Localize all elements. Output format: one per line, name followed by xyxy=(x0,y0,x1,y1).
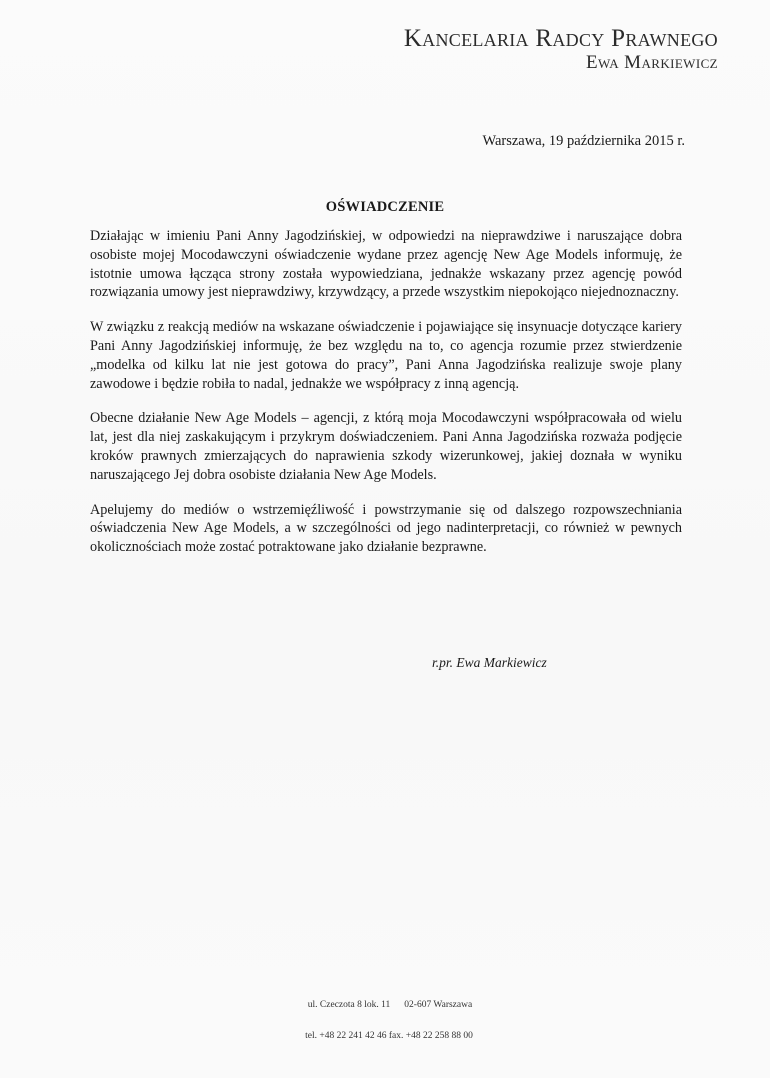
document-title: OŚWIADCZENIE xyxy=(325,199,445,215)
footer-address xyxy=(5,1000,770,1010)
paragraph: Apelujemy do mediów o wstrzemięźliwość i powstrzymanie się od dalszego rozpowszechniania oświadczenia New Age Models, a w szczególności od jego nadinterpretacji, co również w pewnych okolicznościach może zostać potraktowane jako działanie bezprawne. xyxy=(90,501,682,556)
footer-city: 02-607 Warszawa xyxy=(404,1000,473,1010)
firm-name: Kancelaria Radcy Prawnego xyxy=(403,25,718,52)
paragraph: Działając w imieniu Pani Anny Jagodzińskiej, w odpowiedzi na nieprawdziwe i naruszające dobra osobiste mojej Mocodawczyni oświadczenie wydane przez agencję New Age Models informuję, że istotnie umowa łącząca strony została wypowiedziana, jednakże wskazany przez agencję powód rozwiązania umowy jest nieprawdziwy, krzywdzący, a przede wszystkim niepokojąco niejednoznaczny. xyxy=(90,228,682,301)
letterhead xyxy=(404,26,718,73)
footer-contact: tel. +48 22 241 42 46 fax. +48 22 258 88 00 xyxy=(305,1031,473,1041)
firm-owner: Ewa Markiewicz xyxy=(586,52,718,73)
date-line: Warszawa, 19 października 2015 r. xyxy=(482,133,685,149)
statement-body xyxy=(90,227,682,573)
signature: r.pr. Ewa Markiewicz xyxy=(432,655,547,670)
footer-street: ul. Czeczota 8 lok. 11 xyxy=(307,1000,391,1010)
paragraph: Obecne działanie New Age Models – agencji, z którą moja Mocodawczyni współpracowała od wielu lat, jest dla niej zaskakującym i przykrym doświadczeniem. Pani Anna Jagodzińska rozważa podjęcie kroków prawnych zmierzających do naprawienia szkody wizerunkowej, jakiej doznała w wyniku naruszającego Jej dobra osobiste działania New Age Models. xyxy=(90,410,682,483)
paragraph: W związku z reakcją mediów na wskazane oświadczenie i pojawiające się insynuacje dotyczące kariery Pani Anny Jagodzińskiej informuję, że bez względu na to, co agencja rozumie przez stwierdzenie „modelka od kilku lat nie jest gotowa do pracy”, Pani Anna Jagodzińska realizuje swoje plany zawodowe i będzie robiła to nadal, jednakże we współpracy z inną agencją. xyxy=(90,319,682,392)
